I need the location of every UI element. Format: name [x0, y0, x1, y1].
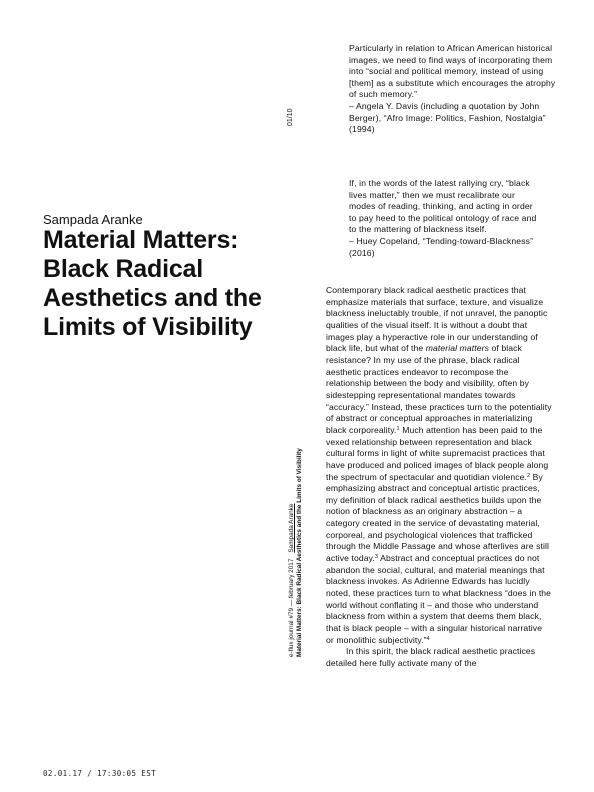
- footer-timestamp: 02.01.17 / 17:30:05 EST: [43, 769, 157, 778]
- body-paragraph: Contemporary black radical aesthetic practices that emphasize materials that surface, texture, and visualize blackness ineluctably trouble, if not unravel, the panoptic qualities of the visual itself. It is without a doubt that images play a hyperactive role in our understanding of black life, but what of the material matters of black resistance? In my use of the phrase, black radical aesthetic practices endeavor to recompose the relationship between the body and visibility, often by sidestepping representational mandates towards “accuracy.” Instead, these practices turn to the potentiality of abstract or conceptual approaches in materializing black corporeality.$^1$ Much attention has been paid to the vexed relationship between representation and black cultural forms in light of white supremacist practices that have produced and policed images of black people along the spectrum of spectacular and quotidian violence.$^2$ By emphasizing abstract and conceptual artistic practices, my definition of black radical aesthetics builds upon the notion of blackness as an originary abstraction – a category created in the service of devastating material, corporeal, and psychological violences that trafficked through the Middle Passage and whose afterlives are still active today.$^3$ Abstract and conceptual practices do not abandon the social, cultural, and material meanings that blackness invokes. As Adrienne Edwards has lucidly noted, these practices turn to what blackness “does in the world without conflating it – and those who understand blackness from within a system that deems them black, that is black people – with a singular historical narrative or monolithic subjectivity.”$^4$: [326, 285, 552, 645]
- journal-issue: e-flux journal #79 — february 2017: [288, 558, 295, 657]
- epigraph-quote: Particularly in relation to African American historical images, we need to find ways of incorporating them into “social and political memory, instead of using [them] as a substitute which encourages the atrophy of such memory.”: [349, 43, 556, 100]
- emphasis: material matters: [425, 343, 489, 354]
- body-paragraph: In this spirit, the black radical aesthetic practices detailed here fully activate many of the: [326, 646, 536, 668]
- epigraph-copeland: [349, 178, 539, 259]
- epigraph-attribution: – Angela Y. Davis (including a quotation by John Berger), “Afro Image: Politics, Fashion, Nostalgia” (1994): [349, 100, 546, 135]
- footnote-ref[interactable]: 2: [526, 472, 531, 479]
- sidebar-metadata: [288, 448, 304, 657]
- article-title: Material Matters: Black Radical Aesthetics and the Limits of Visibility: [43, 226, 262, 341]
- page-number: 01/10: [287, 108, 294, 126]
- epigraph-davis: [349, 43, 559, 136]
- sidebar-author-link[interactable]: Sampada Aranke: [288, 503, 295, 553]
- footnote-ref[interactable]: 3: [374, 554, 379, 561]
- epigraph-attribution: – Huey Copeland, “Tending-toward-Blackness” (2016): [349, 235, 534, 258]
- sidebar-title: Material Matters: Black Radical Aesthetics and the Limits of Visibility: [296, 448, 303, 657]
- epigraph-quote: If, in the words of the latest rallying cry, “black lives matter,” then we must recalibrate our modes of reading, thinking, and acting in order to pay heed to the political ontology of race and to the mattering of blackness itself.: [349, 178, 537, 235]
- footnote-ref[interactable]: 1: [396, 425, 400, 432]
- footnote-ref[interactable]: 4: [426, 635, 430, 642]
- article-body: [326, 285, 552, 670]
- article-author: Sampada Aranke: [43, 212, 143, 227]
